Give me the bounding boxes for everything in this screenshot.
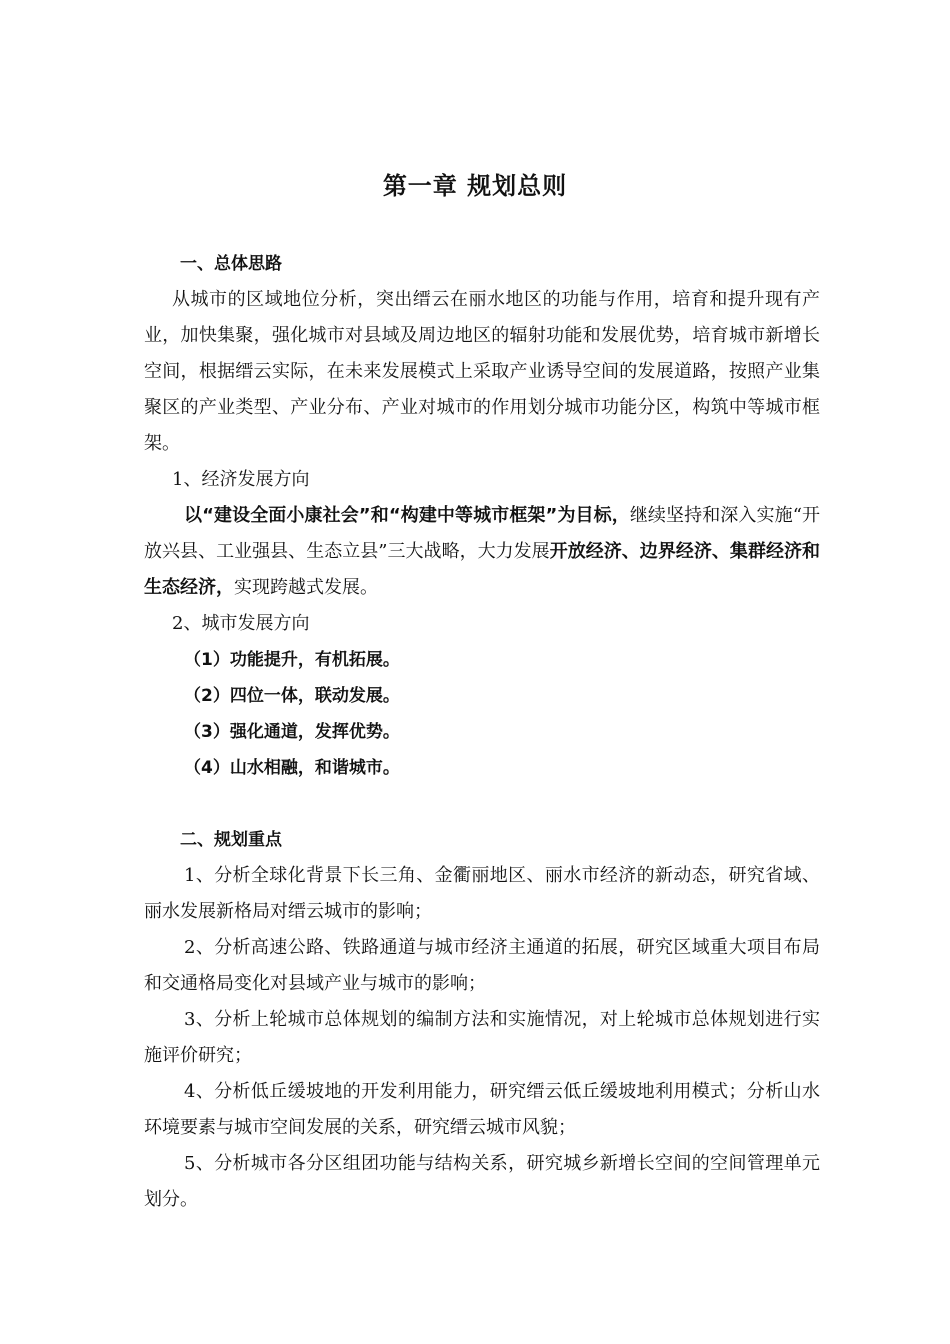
- economic-types-bold: 开放经济、边界经济、集群经济和生态经济，: [144, 541, 821, 598]
- urban-direction-item: （4）山水相融，和谐城市。: [184, 758, 400, 778]
- urban-direction-item: （1）功能提升，有机拓展。: [184, 650, 400, 670]
- section-heading-planning-focus: 二、规划重点: [180, 830, 282, 850]
- economic-goal-bold: 以“建设全面小康社会”和“构建中等城市框架”为目标，: [184, 505, 630, 526]
- subsection-heading-economic: 1、经济发展方向: [172, 469, 310, 490]
- subsection-heading-urban: 2、城市发展方向: [172, 613, 310, 634]
- economic-strategy-text: 继续坚持和深入实施“开放兴县、工业强县、生态立县”三大战略，大力发展: [144, 505, 820, 562]
- economic-end-text: 实现跨越式发展。: [234, 577, 378, 598]
- planning-focus-item: 3、分析上轮城市总体规划的编制方法和实施情况，对上轮城市总体规划进行实施评价研究；: [144, 1009, 820, 1066]
- planning-focus-item: 4、分析低丘缓坡地的开发利用能力，研究缙云低丘缓坡地利用模式；分析山水环境要素与城市空间发展的关系，研究缙云城市风貌；: [144, 1081, 820, 1138]
- economic-direction-paragraph: [144, 498, 820, 606]
- chapter-title: 第一章 规划总则: [382, 172, 568, 200]
- section-spacer: [144, 786, 820, 822]
- planning-focus-item: 2、分析高速公路、铁路通道与城市经济主通道的拓展，研究区域重大项目布局和交通格局变化对县域产业与城市的影响；: [144, 937, 820, 994]
- document-body: [144, 246, 820, 1218]
- section-heading-overall-approach: 一、总体思路: [180, 254, 282, 274]
- urban-direction-item: （2）四位一体，联动发展。: [184, 686, 400, 706]
- planning-focus-item: 5、分析城市各分区组团功能与结构关系，研究城乡新增长空间的空间管理单元划分。: [144, 1153, 820, 1210]
- urban-direction-item: （3）强化通道，发挥优势。: [184, 722, 400, 742]
- overall-approach-paragraph: 从城市的区域地位分析，突出缙云在丽水地区的功能与作用，培育和提升现有产业，加快集聚，强化城市对县域及周边地区的辐射功能和发展优势，培育城市新增长空间，根据缙云实际，在未来发展模式上采取产业诱导空间的发展道路，按照产业集聚区的产业类型、产业分布、产业对城市的作用划分城市功能分区，构筑中等城市框架。: [144, 289, 820, 454]
- planning-focus-item: 1、分析全球化背景下长三角、金衢丽地区、丽水市经济的新动态，研究省域、丽水发展新格局对缙云城市的影响；: [144, 865, 820, 922]
